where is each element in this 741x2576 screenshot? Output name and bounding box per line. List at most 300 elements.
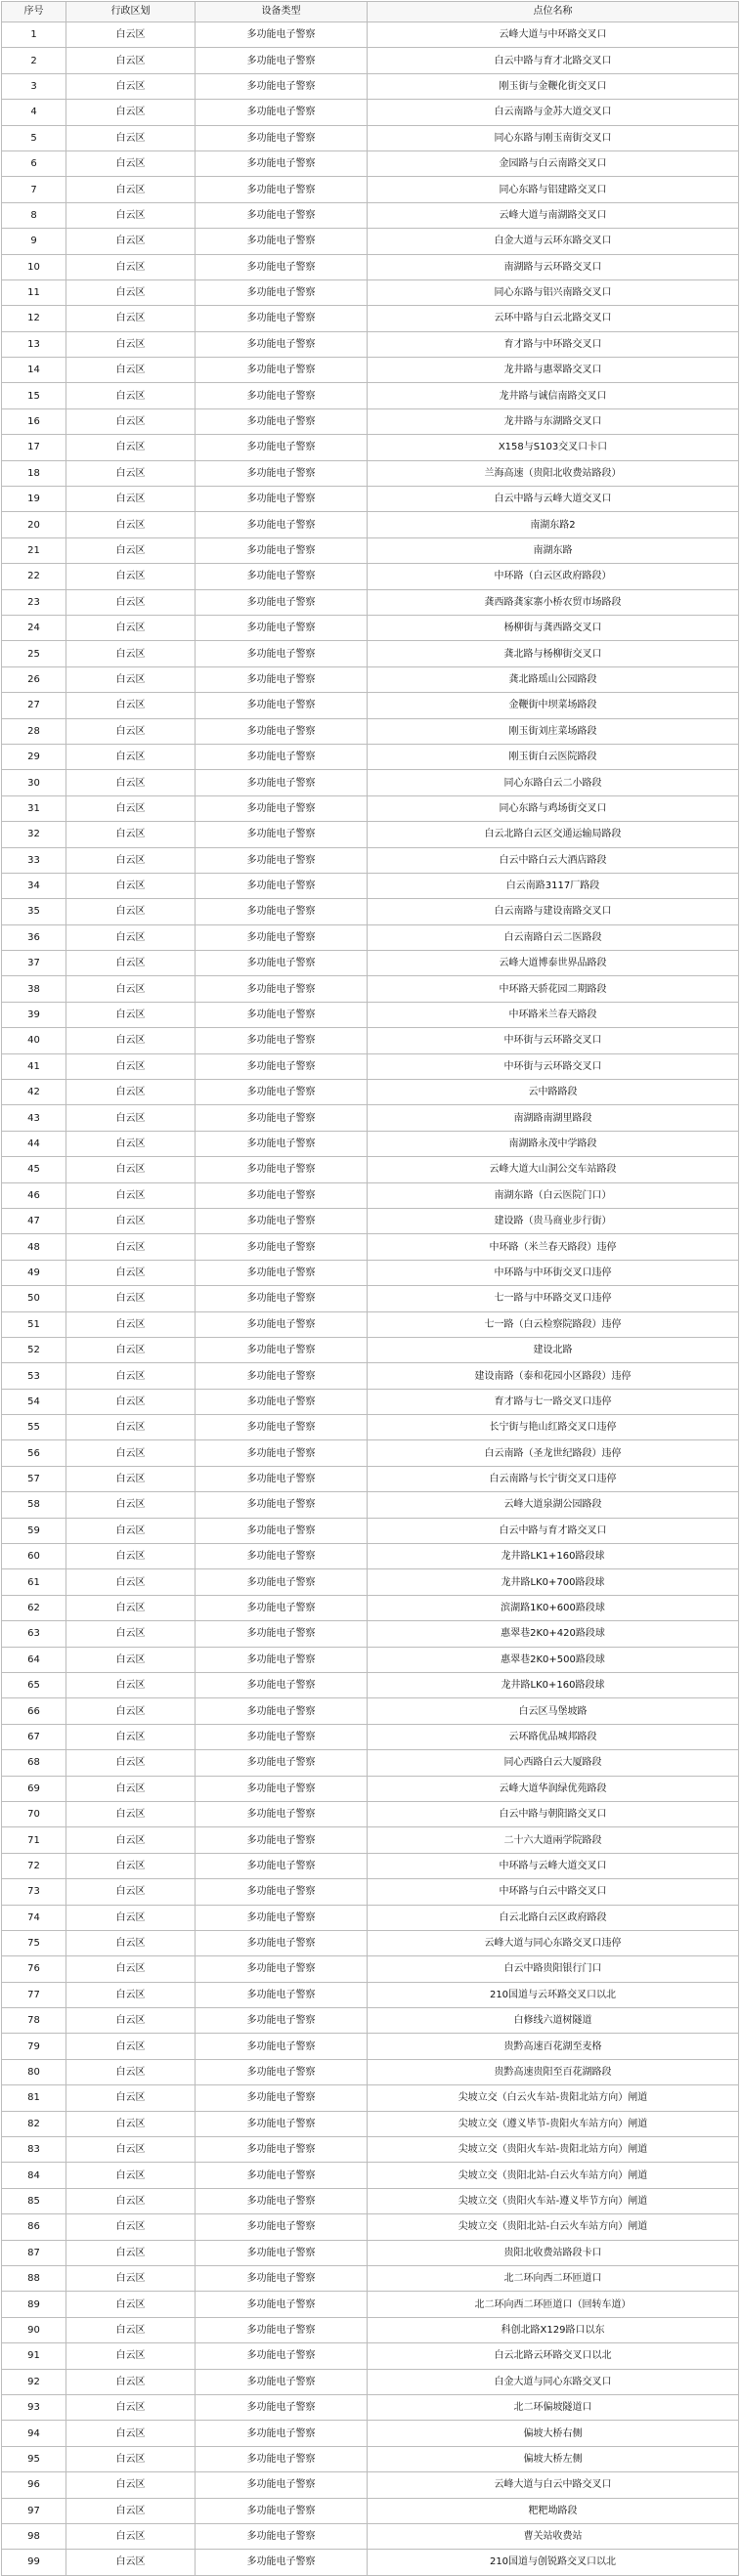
cell-location-name: 白云中路与育才北路交叉口 bbox=[368, 48, 739, 73]
cell-location-name: 七一路与中环路交叉口违停 bbox=[368, 1286, 739, 1311]
cell-district: 白云区 bbox=[66, 615, 196, 640]
cell-district: 白云区 bbox=[66, 1363, 196, 1389]
table-row bbox=[2, 2317, 739, 2342]
table-row bbox=[2, 1440, 739, 1466]
cell-device-type: 多功能电子警察 bbox=[196, 641, 368, 666]
cell-location-name: X158与S103交叉口卡口 bbox=[368, 435, 739, 460]
cell-location-name: 尖坡立交（贵阳北站-白云火车站方向）闸道 bbox=[368, 2163, 739, 2188]
cell-serial-number: 53 bbox=[2, 1363, 66, 1389]
table-row bbox=[2, 1208, 739, 1233]
cell-device-type: 多功能电子警察 bbox=[196, 873, 368, 898]
cell-device-type: 多功能电子警察 bbox=[196, 666, 368, 692]
cell-location-name: 白金大道与云环东路交叉口 bbox=[368, 229, 739, 254]
cell-serial-number: 8 bbox=[2, 202, 66, 228]
cell-device-type: 多功能电子警察 bbox=[196, 537, 368, 563]
cell-location-name: 龙井路与诚信南路交叉口 bbox=[368, 383, 739, 408]
cell-serial-number: 3 bbox=[2, 73, 66, 99]
cell-serial-number: 40 bbox=[2, 1028, 66, 1053]
cell-location-name: 南湖路永茂中学路段 bbox=[368, 1131, 739, 1156]
cell-serial-number: 14 bbox=[2, 358, 66, 383]
cell-district: 白云区 bbox=[66, 1801, 196, 1826]
table-row bbox=[2, 2394, 739, 2420]
cell-device-type: 多功能电子警察 bbox=[196, 2421, 368, 2446]
table-row bbox=[2, 1776, 739, 1801]
table-row bbox=[2, 73, 739, 99]
cell-location-name: 长宁街与艳山红路交叉口违停 bbox=[368, 1415, 739, 1440]
cell-device-type: 多功能电子警察 bbox=[196, 1956, 368, 1982]
table-row bbox=[2, 1879, 739, 1905]
cell-serial-number: 20 bbox=[2, 512, 66, 537]
cell-serial-number: 55 bbox=[2, 1415, 66, 1440]
cell-serial-number: 85 bbox=[2, 2188, 66, 2213]
cell-location-name: 同心东路与刚玉南街交叉口 bbox=[368, 125, 739, 150]
cell-district: 白云区 bbox=[66, 1157, 196, 1182]
cell-device-type: 多功能电子警察 bbox=[196, 100, 368, 125]
table-row bbox=[2, 2472, 739, 2498]
table-row bbox=[2, 2369, 739, 2394]
cell-district: 白云区 bbox=[66, 795, 196, 821]
cell-location-name: 刚玉街刘庄菜场路段 bbox=[368, 718, 739, 744]
cell-location-name: 刚玉街与金鞭化街交叉口 bbox=[368, 73, 739, 99]
cell-district: 白云区 bbox=[66, 1053, 196, 1079]
cell-device-type: 多功能电子警察 bbox=[196, 1905, 368, 1930]
cell-district: 白云区 bbox=[66, 2111, 196, 2136]
cell-serial-number: 25 bbox=[2, 641, 66, 666]
device-location-table bbox=[1, 1, 739, 2576]
cell-serial-number: 84 bbox=[2, 2163, 66, 2188]
cell-location-name: 龚北路与杨柳街交叉口 bbox=[368, 641, 739, 666]
cell-device-type: 多功能电子警察 bbox=[196, 1544, 368, 1569]
cell-device-type: 多功能电子警察 bbox=[196, 693, 368, 718]
table-row bbox=[2, 795, 739, 821]
cell-serial-number: 47 bbox=[2, 1208, 66, 1233]
cell-district: 白云区 bbox=[66, 951, 196, 976]
table-row bbox=[2, 770, 739, 795]
cell-device-type: 多功能电子警察 bbox=[196, 2163, 368, 2188]
cell-location-name: 建设南路（泰和花园小区路段）违停 bbox=[368, 1363, 739, 1389]
cell-device-type: 多功能电子警察 bbox=[196, 48, 368, 73]
table-row bbox=[2, 2421, 739, 2446]
cell-device-type: 多功能电子警察 bbox=[196, 589, 368, 615]
cell-device-type: 多功能电子警察 bbox=[196, 383, 368, 408]
cell-district: 白云区 bbox=[66, 1466, 196, 1491]
cell-location-name: 曹关站收费站 bbox=[368, 2523, 739, 2549]
cell-device-type: 多功能电子警察 bbox=[196, 22, 368, 48]
cell-district: 白云区 bbox=[66, 1028, 196, 1053]
table-row bbox=[2, 125, 739, 150]
cell-location-name: 中环路天骄花园二期路段 bbox=[368, 976, 739, 1002]
cell-district: 白云区 bbox=[66, 641, 196, 666]
cell-serial-number: 33 bbox=[2, 847, 66, 873]
cell-location-name: 中环路与白云中路交叉口 bbox=[368, 1879, 739, 1905]
table-row bbox=[2, 150, 739, 176]
cell-location-name: 白云中路贵阳银行门口 bbox=[368, 1956, 739, 1982]
table-row bbox=[2, 641, 739, 666]
cell-district: 白云区 bbox=[66, 1260, 196, 1285]
cell-serial-number: 83 bbox=[2, 2137, 66, 2163]
cell-serial-number: 68 bbox=[2, 1750, 66, 1776]
cell-device-type: 多功能电子警察 bbox=[196, 2111, 368, 2136]
cell-device-type: 多功能电子警察 bbox=[196, 125, 368, 150]
cell-location-name: 白云南路（圣龙世纪路段）违停 bbox=[368, 1440, 739, 1466]
cell-device-type: 多功能电子警察 bbox=[196, 822, 368, 847]
cell-device-type: 多功能电子警察 bbox=[196, 1466, 368, 1491]
cell-location-name: 白云中路与云峰大道交叉口 bbox=[368, 487, 739, 512]
cell-district: 白云区 bbox=[66, 2317, 196, 2342]
cell-district: 白云区 bbox=[66, 2059, 196, 2084]
cell-location-name: 白云南路3117厂路段 bbox=[368, 873, 739, 898]
cell-serial-number: 95 bbox=[2, 2446, 66, 2471]
cell-device-type: 多功能电子警察 bbox=[196, 2265, 368, 2291]
cell-district: 白云区 bbox=[66, 822, 196, 847]
cell-district: 白云区 bbox=[66, 1673, 196, 1698]
cell-location-name: 白云北路云环路交叉口以北 bbox=[368, 2343, 739, 2369]
cell-district: 白云区 bbox=[66, 2343, 196, 2369]
cell-district: 白云区 bbox=[66, 100, 196, 125]
table-row bbox=[2, 1260, 739, 1285]
table-row bbox=[2, 1080, 739, 1105]
cell-serial-number: 34 bbox=[2, 873, 66, 898]
cell-location-name: 粑粑坳路段 bbox=[368, 2498, 739, 2523]
cell-device-type: 多功能电子警察 bbox=[196, 1673, 368, 1698]
cell-location-name: 同心西路白云大厦路段 bbox=[368, 1750, 739, 1776]
cell-location-name: 南湖东路 bbox=[368, 537, 739, 563]
cell-device-type: 多功能电子警察 bbox=[196, 177, 368, 202]
table-row bbox=[2, 1053, 739, 1079]
cell-district: 白云区 bbox=[66, 1956, 196, 1982]
cell-district: 白云区 bbox=[66, 537, 196, 563]
table-row bbox=[2, 666, 739, 692]
table-row bbox=[2, 229, 739, 254]
cell-district: 白云区 bbox=[66, 847, 196, 873]
cell-serial-number: 19 bbox=[2, 487, 66, 512]
table-row bbox=[2, 899, 739, 924]
cell-device-type: 多功能电子警察 bbox=[196, 1389, 368, 1414]
cell-device-type: 多功能电子警察 bbox=[196, 1930, 368, 1955]
cell-serial-number: 5 bbox=[2, 125, 66, 150]
cell-location-name: 云峰大道大山洞公交车站路段 bbox=[368, 1157, 739, 1182]
table-row bbox=[2, 2292, 739, 2317]
cell-serial-number: 57 bbox=[2, 1466, 66, 1491]
cell-district: 白云区 bbox=[66, 1492, 196, 1518]
cell-serial-number: 35 bbox=[2, 899, 66, 924]
cell-device-type: 多功能电子警察 bbox=[196, 2292, 368, 2317]
cell-serial-number: 62 bbox=[2, 1595, 66, 1620]
cell-device-type: 多功能电子警察 bbox=[196, 2446, 368, 2471]
cell-device-type: 多功能电子警察 bbox=[196, 976, 368, 1002]
cell-serial-number: 66 bbox=[2, 1698, 66, 1724]
cell-device-type: 多功能电子警察 bbox=[196, 924, 368, 950]
cell-device-type: 多功能电子警察 bbox=[196, 1982, 368, 2007]
cell-district: 白云区 bbox=[66, 924, 196, 950]
cell-serial-number: 36 bbox=[2, 924, 66, 950]
cell-serial-number: 27 bbox=[2, 693, 66, 718]
table-row bbox=[2, 254, 739, 279]
cell-district: 白云区 bbox=[66, 589, 196, 615]
table-row bbox=[2, 358, 739, 383]
table-row bbox=[2, 1750, 739, 1776]
cell-device-type: 多功能电子警察 bbox=[196, 73, 368, 99]
cell-serial-number: 45 bbox=[2, 1157, 66, 1182]
table-row bbox=[2, 2265, 739, 2291]
cell-location-name: 尖坡立交（贵阳火车站-遵义毕节方向）闸道 bbox=[368, 2188, 739, 2213]
cell-district: 白云区 bbox=[66, 1982, 196, 2007]
cell-location-name: 龙井路LK0+700路段球 bbox=[368, 1569, 739, 1595]
cell-device-type: 多功能电子警察 bbox=[196, 744, 368, 769]
table-row bbox=[2, 1647, 739, 1672]
cell-device-type: 多功能电子警察 bbox=[196, 1776, 368, 1801]
cell-serial-number: 94 bbox=[2, 2421, 66, 2446]
cell-serial-number: 97 bbox=[2, 2498, 66, 2523]
cell-device-type: 多功能电子警察 bbox=[196, 1621, 368, 1647]
cell-serial-number: 7 bbox=[2, 177, 66, 202]
table-row bbox=[2, 2446, 739, 2471]
cell-district: 白云区 bbox=[66, 1415, 196, 1440]
cell-device-type: 多功能电子警察 bbox=[196, 2498, 368, 2523]
table-row bbox=[2, 1286, 739, 1311]
cell-location-name: 龙井路与东湖路交叉口 bbox=[368, 408, 739, 434]
cell-location-name: 白云中路与育才路交叉口 bbox=[368, 1518, 739, 1543]
cell-district: 白云区 bbox=[66, 976, 196, 1002]
table-row bbox=[2, 564, 739, 589]
cell-district: 白云区 bbox=[66, 1182, 196, 1208]
cell-location-name: 兰海高速（贵阳北收费站路段） bbox=[368, 460, 739, 486]
cell-device-type: 多功能电子警察 bbox=[196, 1002, 368, 1027]
cell-district: 白云区 bbox=[66, 1621, 196, 1647]
cell-serial-number: 49 bbox=[2, 1260, 66, 1285]
cell-location-name: 南湖东路2 bbox=[368, 512, 739, 537]
table-row bbox=[2, 1389, 739, 1414]
cell-serial-number: 65 bbox=[2, 1673, 66, 1698]
cell-location-name: 云峰大道与同心东路交叉口违停 bbox=[368, 1930, 739, 1955]
cell-location-name: 同心东路与铝建路交叉口 bbox=[368, 177, 739, 202]
table-row bbox=[2, 1028, 739, 1053]
cell-location-name: 南湖路南湖里路段 bbox=[368, 1105, 739, 1131]
cell-serial-number: 59 bbox=[2, 1518, 66, 1543]
cell-district: 白云区 bbox=[66, 2498, 196, 2523]
cell-device-type: 多功能电子警察 bbox=[196, 1337, 368, 1362]
cell-serial-number: 76 bbox=[2, 1956, 66, 1982]
cell-serial-number: 89 bbox=[2, 2292, 66, 2317]
cell-district: 白云区 bbox=[66, 1750, 196, 1776]
cell-location-name: 龙井路LK0+160路段球 bbox=[368, 1673, 739, 1698]
cell-district: 白云区 bbox=[66, 512, 196, 537]
table-row bbox=[2, 2137, 739, 2163]
cell-location-name: 建设北路 bbox=[368, 1337, 739, 1362]
cell-device-type: 多功能电子警察 bbox=[196, 951, 368, 976]
cell-serial-number: 17 bbox=[2, 435, 66, 460]
cell-device-type: 多功能电子警察 bbox=[196, 229, 368, 254]
cell-location-name: 白云南路白云二医路段 bbox=[368, 924, 739, 950]
cell-device-type: 多功能电子警察 bbox=[196, 1827, 368, 1853]
cell-serial-number: 58 bbox=[2, 1492, 66, 1518]
cell-device-type: 多功能电子警察 bbox=[196, 899, 368, 924]
table-row bbox=[2, 951, 739, 976]
cell-district: 白云区 bbox=[66, 1724, 196, 1749]
cell-serial-number: 78 bbox=[2, 2008, 66, 2034]
cell-district: 白云区 bbox=[66, 1518, 196, 1543]
table-row bbox=[2, 2498, 739, 2523]
cell-location-name: 惠翠巷2K0+500路段球 bbox=[368, 1647, 739, 1672]
cell-device-type: 多功能电子警察 bbox=[196, 408, 368, 434]
cell-location-name: 白修线六道树隧道 bbox=[368, 2008, 739, 2034]
cell-district: 白云区 bbox=[66, 2085, 196, 2111]
cell-district: 白云区 bbox=[66, 460, 196, 486]
cell-location-name: 南湖东路（白云医院门口） bbox=[368, 1182, 739, 1208]
table-body bbox=[2, 22, 739, 2576]
cell-serial-number: 43 bbox=[2, 1105, 66, 1131]
cell-district: 白云区 bbox=[66, 2137, 196, 2163]
cell-serial-number: 52 bbox=[2, 1337, 66, 1362]
cell-location-name: 贵阳北收费站路段卡口 bbox=[368, 2240, 739, 2265]
cell-location-name: 育才路与七一路交叉口违停 bbox=[368, 1389, 739, 1414]
header-device-type: 设备类型 bbox=[196, 2, 368, 22]
cell-serial-number: 90 bbox=[2, 2317, 66, 2342]
cell-device-type: 多功能电子警察 bbox=[196, 1750, 368, 1776]
cell-serial-number: 96 bbox=[2, 2472, 66, 2498]
table-row bbox=[2, 873, 739, 898]
cell-serial-number: 54 bbox=[2, 1389, 66, 1414]
table-row bbox=[2, 2214, 739, 2240]
table-row bbox=[2, 976, 739, 1002]
cell-district: 白云区 bbox=[66, 1389, 196, 1414]
cell-device-type: 多功能电子警察 bbox=[196, 2343, 368, 2369]
cell-serial-number: 91 bbox=[2, 2343, 66, 2369]
table-row bbox=[2, 2034, 739, 2059]
cell-device-type: 多功能电子警察 bbox=[196, 1260, 368, 1285]
table-row bbox=[2, 1930, 739, 1955]
cell-device-type: 多功能电子警察 bbox=[196, 1053, 368, 1079]
table-row bbox=[2, 48, 739, 73]
cell-serial-number: 16 bbox=[2, 408, 66, 434]
cell-device-type: 多功能电子警察 bbox=[196, 1311, 368, 1337]
cell-device-type: 多功能电子警察 bbox=[196, 1080, 368, 1105]
table-row bbox=[2, 1415, 739, 1440]
cell-device-type: 多功能电子警察 bbox=[196, 150, 368, 176]
table-row bbox=[2, 1827, 739, 1853]
table-row bbox=[2, 1518, 739, 1543]
table-row bbox=[2, 2550, 739, 2575]
cell-district: 白云区 bbox=[66, 435, 196, 460]
table-row bbox=[2, 1569, 739, 1595]
cell-serial-number: 50 bbox=[2, 1286, 66, 1311]
table-row bbox=[2, 1544, 739, 1569]
cell-district: 白云区 bbox=[66, 2265, 196, 2291]
cell-district: 白云区 bbox=[66, 48, 196, 73]
cell-device-type: 多功能电子警察 bbox=[196, 512, 368, 537]
cell-district: 白云区 bbox=[66, 408, 196, 434]
cell-location-name: 白云南路与建设南路交叉口 bbox=[368, 899, 739, 924]
cell-serial-number: 31 bbox=[2, 795, 66, 821]
cell-location-name: 偏坡大桥左侧 bbox=[368, 2446, 739, 2471]
cell-device-type: 多功能电子警察 bbox=[196, 1724, 368, 1749]
cell-district: 白云区 bbox=[66, 358, 196, 383]
cell-serial-number: 29 bbox=[2, 744, 66, 769]
cell-device-type: 多功能电子警察 bbox=[196, 1028, 368, 1053]
table-row bbox=[2, 1905, 739, 1930]
cell-district: 白云区 bbox=[66, 383, 196, 408]
cell-serial-number: 23 bbox=[2, 589, 66, 615]
cell-device-type: 多功能电子警察 bbox=[196, 2369, 368, 2394]
cell-district: 白云区 bbox=[66, 2446, 196, 2471]
cell-serial-number: 42 bbox=[2, 1080, 66, 1105]
cell-location-name: 偏坡大桥右侧 bbox=[368, 2421, 739, 2446]
table-row bbox=[2, 589, 739, 615]
cell-location-name: 同心东路白云二小路段 bbox=[368, 770, 739, 795]
table-row bbox=[2, 1105, 739, 1131]
header-serial-number: 序号 bbox=[2, 2, 66, 22]
cell-location-name: 中环路（米兰春天路段）违停 bbox=[368, 1234, 739, 1260]
cell-district: 白云区 bbox=[66, 2163, 196, 2188]
cell-location-name: 尖坡立交（遵义毕节-贵阳火车站方向）闸道 bbox=[368, 2111, 739, 2136]
cell-serial-number: 88 bbox=[2, 2265, 66, 2291]
table-row bbox=[2, 2085, 739, 2111]
cell-device-type: 多功能电子警察 bbox=[196, 2008, 368, 2034]
table-row bbox=[2, 512, 739, 537]
cell-serial-number: 30 bbox=[2, 770, 66, 795]
cell-device-type: 多功能电子警察 bbox=[196, 615, 368, 640]
cell-location-name: 南湖路与云环路交叉口 bbox=[368, 254, 739, 279]
cell-location-name: 云环路优品城邦路段 bbox=[368, 1724, 739, 1749]
cell-district: 白云区 bbox=[66, 1879, 196, 1905]
table-row bbox=[2, 847, 739, 873]
cell-device-type: 多功能电子警察 bbox=[196, 2137, 368, 2163]
cell-device-type: 多功能电子警察 bbox=[196, 1879, 368, 1905]
cell-device-type: 多功能电子警察 bbox=[196, 847, 368, 873]
cell-location-name: 刚玉街白云医院路段 bbox=[368, 744, 739, 769]
cell-device-type: 多功能电子警察 bbox=[196, 2394, 368, 2420]
cell-serial-number: 28 bbox=[2, 718, 66, 744]
cell-serial-number: 67 bbox=[2, 1724, 66, 1749]
cell-location-name: 白云南路与长宁街交叉口违停 bbox=[368, 1466, 739, 1491]
cell-serial-number: 6 bbox=[2, 150, 66, 176]
table-row bbox=[2, 408, 739, 434]
cell-device-type: 多功能电子警察 bbox=[196, 2317, 368, 2342]
table-row bbox=[2, 2008, 739, 2034]
cell-location-name: 云峰大道华润绿优苑路段 bbox=[368, 1776, 739, 1801]
cell-location-name: 白金大道与同心东路交叉口 bbox=[368, 2369, 739, 2394]
cell-serial-number: 46 bbox=[2, 1182, 66, 1208]
cell-serial-number: 13 bbox=[2, 331, 66, 357]
cell-serial-number: 51 bbox=[2, 1311, 66, 1337]
cell-district: 白云区 bbox=[66, 2240, 196, 2265]
cell-device-type: 多功能电子警察 bbox=[196, 1647, 368, 1672]
cell-serial-number: 81 bbox=[2, 2085, 66, 2111]
cell-district: 白云区 bbox=[66, 150, 196, 176]
cell-location-name: 滨湖路1K0+600路段球 bbox=[368, 1595, 739, 1620]
cell-district: 白云区 bbox=[66, 2369, 196, 2394]
cell-location-name: 白云区马堡坡路 bbox=[368, 1698, 739, 1724]
cell-device-type: 多功能电子警察 bbox=[196, 1853, 368, 1878]
cell-district: 白云区 bbox=[66, 564, 196, 589]
table-row bbox=[2, 279, 739, 305]
cell-location-name: 育才路与中环路交叉口 bbox=[368, 331, 739, 357]
cell-serial-number: 73 bbox=[2, 1879, 66, 1905]
cell-location-name: 北二环偏坡隧道口 bbox=[368, 2394, 739, 2420]
cell-location-name: 云峰大道与南湖路交叉口 bbox=[368, 202, 739, 228]
table-row bbox=[2, 693, 739, 718]
table-row bbox=[2, 435, 739, 460]
cell-district: 白云区 bbox=[66, 1776, 196, 1801]
cell-device-type: 多功能电子警察 bbox=[196, 1363, 368, 1389]
cell-district: 白云区 bbox=[66, 1234, 196, 1260]
table-row bbox=[2, 331, 739, 357]
cell-device-type: 多功能电子警察 bbox=[196, 358, 368, 383]
cell-location-name: 杨柳街与龚西路交叉口 bbox=[368, 615, 739, 640]
cell-location-name: 龚北路瑶山公园路段 bbox=[368, 666, 739, 692]
cell-device-type: 多功能电子警察 bbox=[196, 1234, 368, 1260]
table-row bbox=[2, 1801, 739, 1826]
